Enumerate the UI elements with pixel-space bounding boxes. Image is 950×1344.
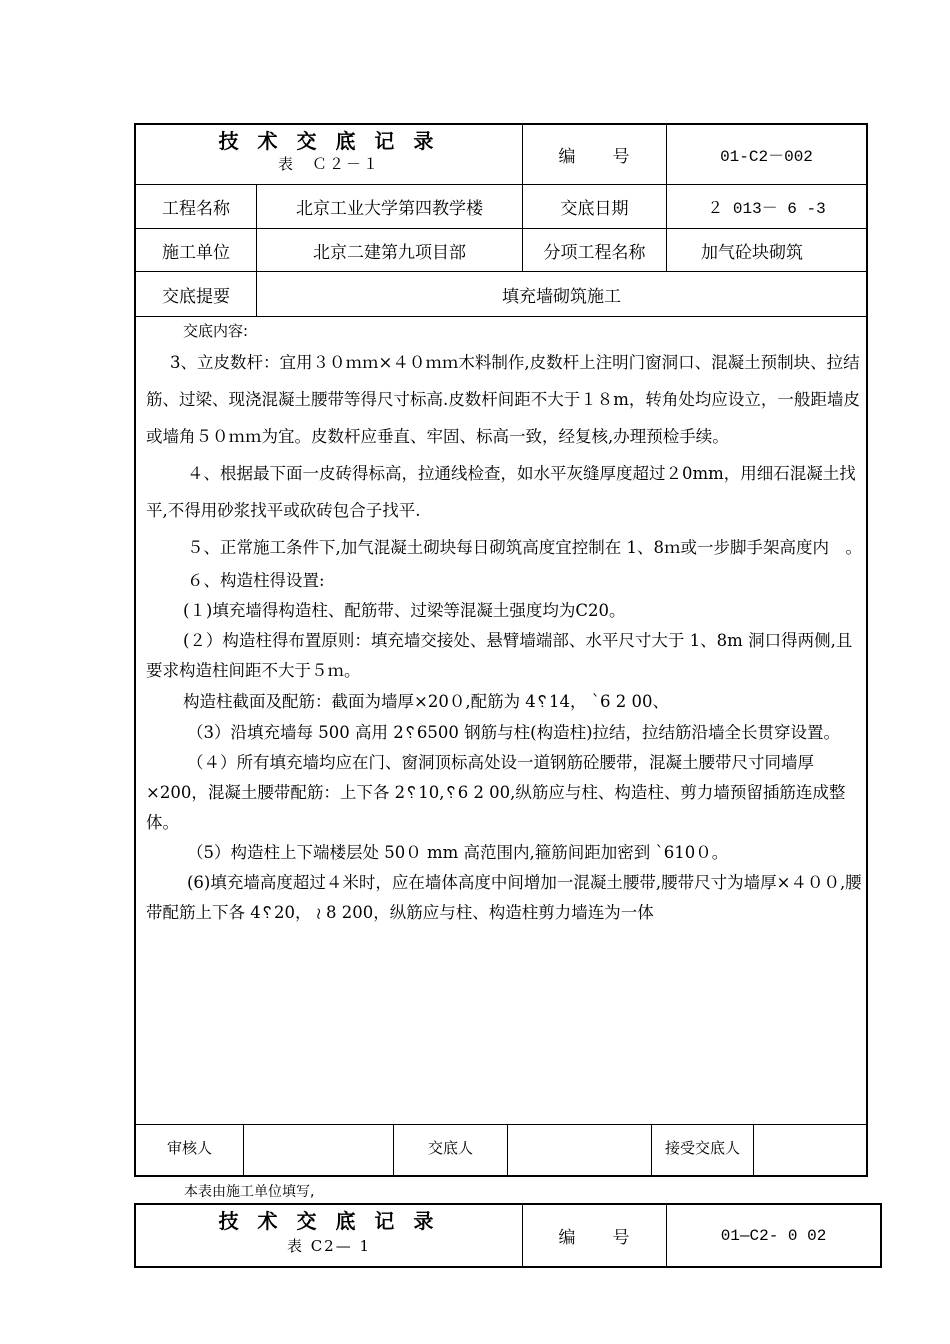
row-divider xyxy=(134,316,868,317)
summary-label: 交底提要 xyxy=(162,286,230,307)
sub-project-value[interactable]: 加气砼块砌筑 xyxy=(701,242,803,263)
paragraph: （４）所有填充墙均应在门、窗洞顶标高处设一道钢筋砼腰带，混凝土腰带尺寸同墙厚×200，混凝土腰带配筋：上下各 2␦10,␦6 2 00,纵筋应与柱、构造柱、剪力墙预留插筋连成整体。 xyxy=(146,753,846,832)
paragraph: 3、立皮数杆：宜用３０ｍｍ×４０ｍｍ木料制作,皮数杆上注明门窗洞口、混凝土预制块、拉结筋、过梁、现浇混凝土腰带等得尺寸标高.皮数杆间距不大于１８m，转角处均应设立，一般距墙皮或墙角５０ｍｍ为宜。皮数杆应垂直、牢固、标高一致，经复核,办理预检手续。 xyxy=(146,353,860,446)
paragraph: (２）构造柱得布置原则：填充墙交接处、悬臂墙端部、水平尺寸大于 1、8m 洞口得两侧,且要求构造柱间距不大于５ｍ。 xyxy=(146,631,853,680)
paragraph: ５、正常施工条件下,加气混凝土砌块每日砌筑高度宜控制在 1、8ｍ或一步脚手架高度内 。 xyxy=(187,538,862,557)
reviewer-signature-field[interactable] xyxy=(244,1125,393,1170)
paragraph: ６、构造柱得设置: xyxy=(187,571,325,590)
footnote: 本表由施工单位填写, xyxy=(184,1184,315,1200)
content-label: 交底内容: xyxy=(183,322,249,340)
table2-right-border xyxy=(880,1203,882,1267)
receiver-signature-field[interactable] xyxy=(754,1125,866,1170)
briefing-date-value[interactable]: ２ 013－ 6 -3 xyxy=(707,200,826,218)
briefing-content[interactable] xyxy=(146,318,862,928)
paragraph: ４、根据最下面一皮砖得标高，拉通线检查，如水平灰缝厚度超过２0mm，用细石混凝土找平,不得用砂浆找平或砍砖包合子找平. xyxy=(146,464,856,520)
table2-form-title: 技 术 交 底 记 录 xyxy=(218,1208,440,1233)
paragraph: 构造柱截面及配筋：截面为墙厚×20０,配筋为 4␦14， ˋ6 2 00、 xyxy=(183,692,669,711)
reviewer-label: 审核人 xyxy=(166,1139,212,1157)
form-title: 技 术 交 底 记 录 xyxy=(218,128,440,153)
paragraph: (１)填充墙得构造柱、配筋带、过梁等混凝土强度均为C20。 xyxy=(183,601,626,620)
paragraph: （3）沿填充墙每 500 高用 2␦6500 钢筋与柱(构造柱)拉结，拉结筋沿墙全长贯穿设置。 xyxy=(187,723,841,742)
number-value[interactable]: 01-C2－002 xyxy=(720,148,813,166)
construction-unit-label: 施工单位 xyxy=(162,242,230,263)
presenter-signature-field[interactable] xyxy=(508,1125,651,1170)
project-name-value[interactable]: 北京工业大学第四教学楼 xyxy=(296,199,483,219)
number-label: 编 号 xyxy=(558,147,631,167)
sub-project-label: 分项工程名称 xyxy=(543,242,646,263)
paragraph: （5）构造柱上下端楼层处 50０ mm 高范围内,箍筋间距加密到 ˋ610０。 xyxy=(187,843,729,862)
construction-unit-value[interactable]: 北京二建第九项目部 xyxy=(313,242,466,263)
table2-number-label: 编 号 xyxy=(558,1228,631,1248)
briefing-date-label: 交底日期 xyxy=(560,199,629,219)
table2-number-value[interactable]: 01—C2- 0 02 xyxy=(720,1226,827,1245)
paragraph: (6)填充墙高度超过４米时，应在墙体高度中间增加一混凝土腰带,腰带尺寸为墙厚×４００,腰带配筋上下各 4␦20， ≀ 8 200，纵筋应与柱、构造柱剪力墙连为一体 xyxy=(146,873,862,922)
receiver-label: 接受交底人 xyxy=(664,1139,740,1157)
presenter-label: 交底人 xyxy=(427,1139,473,1157)
table2-form-code: 表 C2— 1 xyxy=(286,1236,372,1255)
table2-bottom-border xyxy=(134,1266,882,1268)
form-code: 表 Ｃ２－１ xyxy=(277,154,380,173)
project-name-label: 工程名称 xyxy=(162,199,230,219)
summary-value[interactable]: 填充墙砌筑施工 xyxy=(502,286,621,307)
